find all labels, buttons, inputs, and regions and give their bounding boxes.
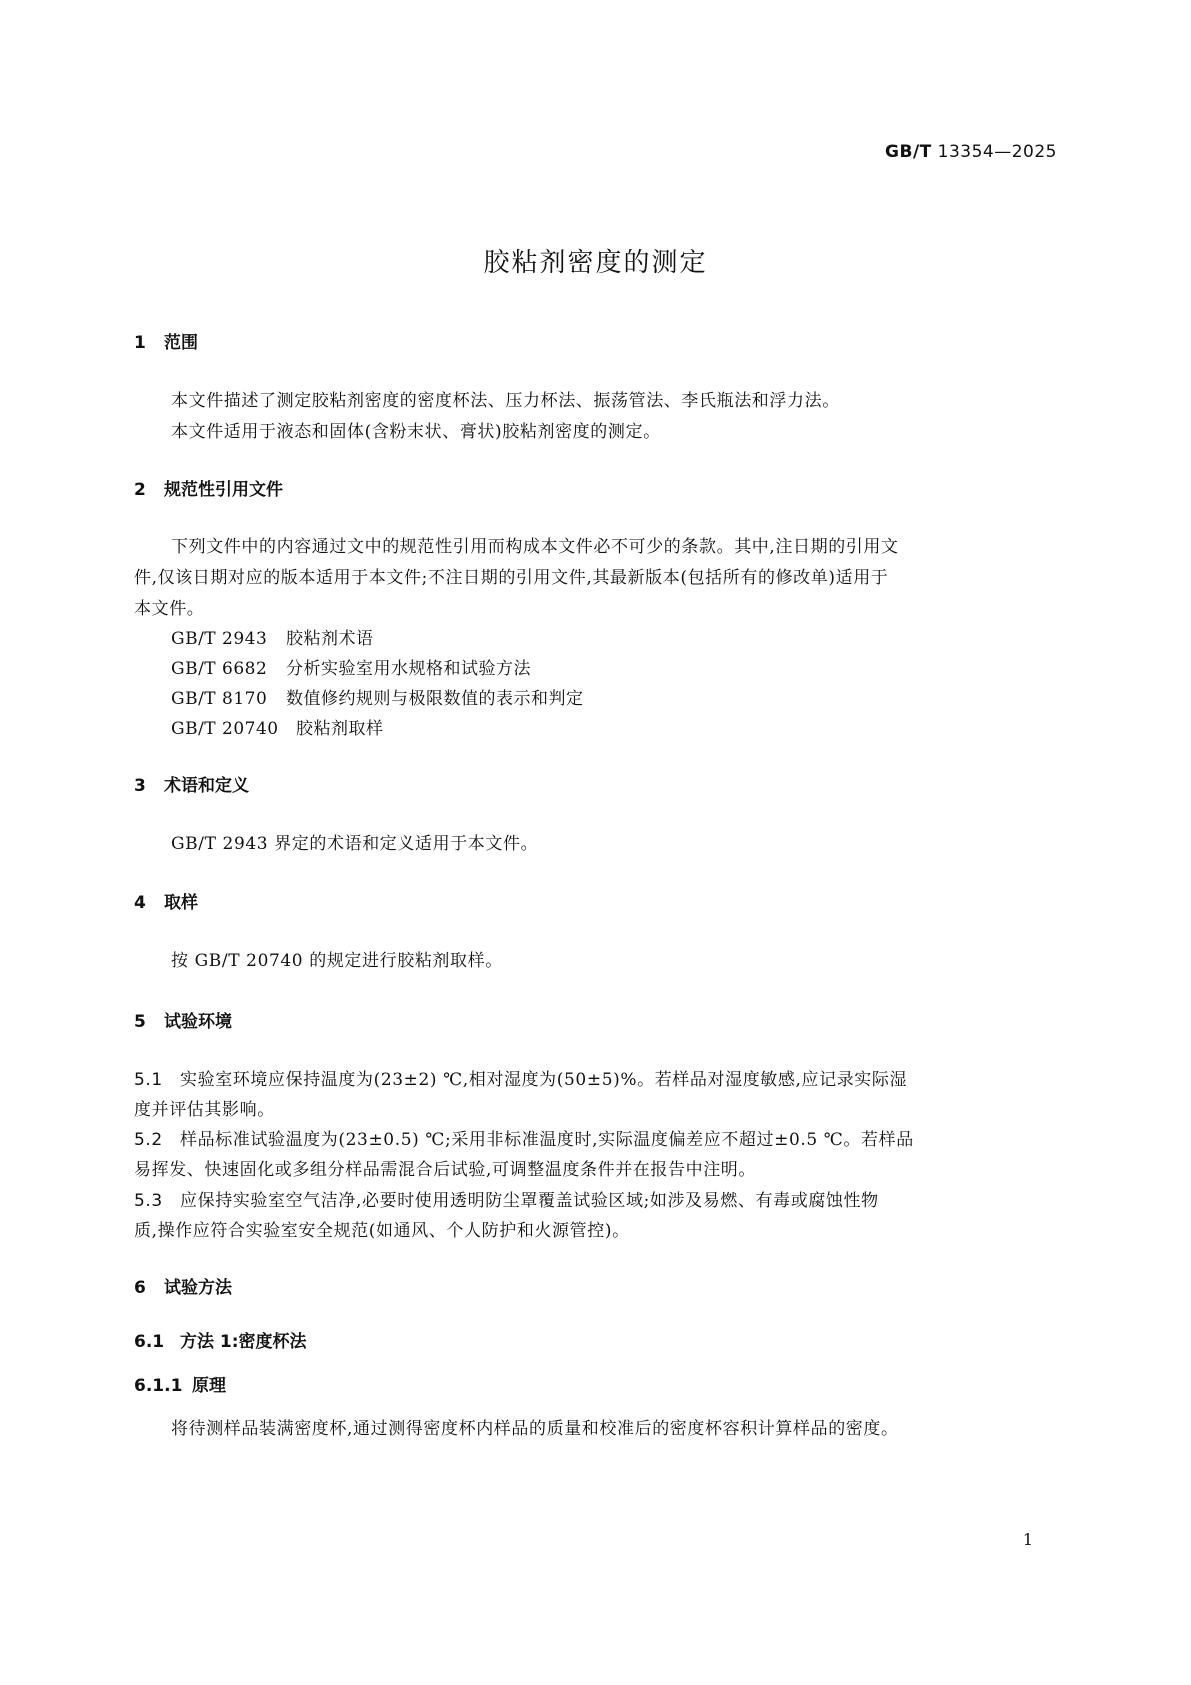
standard-number: 13354—2025 [937,142,1057,162]
clause-text: 质,操作应符合实验室安全规范(如通风、个人防护和火源管控)。 [134,1221,630,1241]
reference-item [171,654,531,679]
section-5-heading [134,1007,232,1032]
section-1-heading [134,328,198,353]
paragraph-line: 本文件。 [134,599,205,619]
section-number: 2 [134,480,146,500]
paragraph: 本文件适用于液态和固体(含粉末状、膏状)胶粘剂密度的测定。 [171,422,661,442]
section-number: 3 [134,776,146,796]
subsection-6-1-heading [134,1327,307,1352]
subsection-title: 方法 1:密度杯法 [180,1332,307,1352]
section-title: 试验方法 [164,1278,232,1298]
subsection-number: 6.1.1 [134,1376,183,1396]
clause-text: 实验室环境应保持温度为(23±2) ℃,相对湿度为(50±5)%。若样品对湿度敏感,应记录实际湿 [180,1070,908,1090]
paragraph: 将待测样品装满密度杯,通过测得密度杯内样品的质量和校准后的密度杯容积计算样品的密度。 [171,1419,899,1439]
section-number: 1 [134,333,146,353]
clause-text: 度并评估其影响。 [134,1100,275,1120]
section-3-heading [134,771,249,796]
page-number: 1 [1022,1530,1033,1549]
reference-item [171,714,384,739]
section-4-heading [134,888,198,913]
clause-text: 样品标准试验温度为(23±0.5) ℃;采用非标准温度时,实际温度偏差应不超过±0.5 ℃。若样品 [180,1130,914,1150]
reference-code: GB/T 2943 [171,629,268,649]
paragraph-line: 下列文件中的内容通过文中的规范性引用而构成本文件必不可少的条款。其中,注日期的引用文 [171,537,899,557]
section-number: 6 [134,1278,146,1298]
section-number: 4 [134,893,146,913]
section-number: 5 [134,1012,146,1032]
standard-code [885,142,1057,162]
section-title: 术语和定义 [164,776,249,796]
clause-5-2-line [134,1125,914,1150]
section-title: 规范性引用文件 [164,480,283,500]
reference-name: 数值修约规则与极限数值的表示和判定 [286,689,584,709]
clause-number: 5.1 [134,1070,163,1090]
section-title: 取样 [164,893,198,913]
paragraph: GB/T 2943 界定的术语和定义适用于本文件。 [171,834,539,854]
paragraph: 本文件描述了测定胶粘剂密度的密度杯法、压力杯法、振荡管法、李氏瓶法和浮力法。 [171,391,840,411]
section-title: 范围 [164,333,198,353]
clause-5-1-line [134,1065,907,1090]
subsection-title: 原理 [192,1376,226,1396]
standard-prefix: GB/T [885,142,932,162]
clause-number: 5.2 [134,1130,163,1150]
clause-number: 5.3 [134,1191,163,1211]
subsection-6-1-1-heading [134,1371,226,1396]
reference-name: 分析实验室用水规格和试验方法 [286,659,531,679]
reference-item [171,624,374,649]
paragraph-line: 件,仅该日期对应的版本适用于本文件;不注日期的引用文件,其最新版本(包括所有的修改单)适用于 [134,568,889,588]
reference-code: GB/T 20740 [171,719,279,739]
reference-code: GB/T 8170 [171,689,268,709]
reference-name: 胶粘剂取样 [296,719,384,739]
clause-text: 易挥发、快速固化或多组分样品需混合后试验,可调整温度条件并在报告中注明。 [134,1160,757,1180]
section-title: 试验环境 [164,1012,232,1032]
reference-item [171,684,584,709]
document-title: 胶粘剂密度的测定 [483,248,708,278]
reference-name: 胶粘剂术语 [286,629,374,649]
section-2-heading [134,475,283,500]
section-6-heading [134,1273,232,1298]
subsection-number: 6.1 [134,1332,165,1352]
reference-code: GB/T 6682 [171,659,268,679]
clause-5-3-line [134,1186,879,1211]
clause-text: 应保持实验室空气洁净,必要时使用透明防尘罩覆盖试验区域;如涉及易燃、有毒或腐蚀性物 [180,1191,879,1211]
paragraph: 按 GB/T 20740 的规定进行胶粘剂取样。 [171,951,503,971]
